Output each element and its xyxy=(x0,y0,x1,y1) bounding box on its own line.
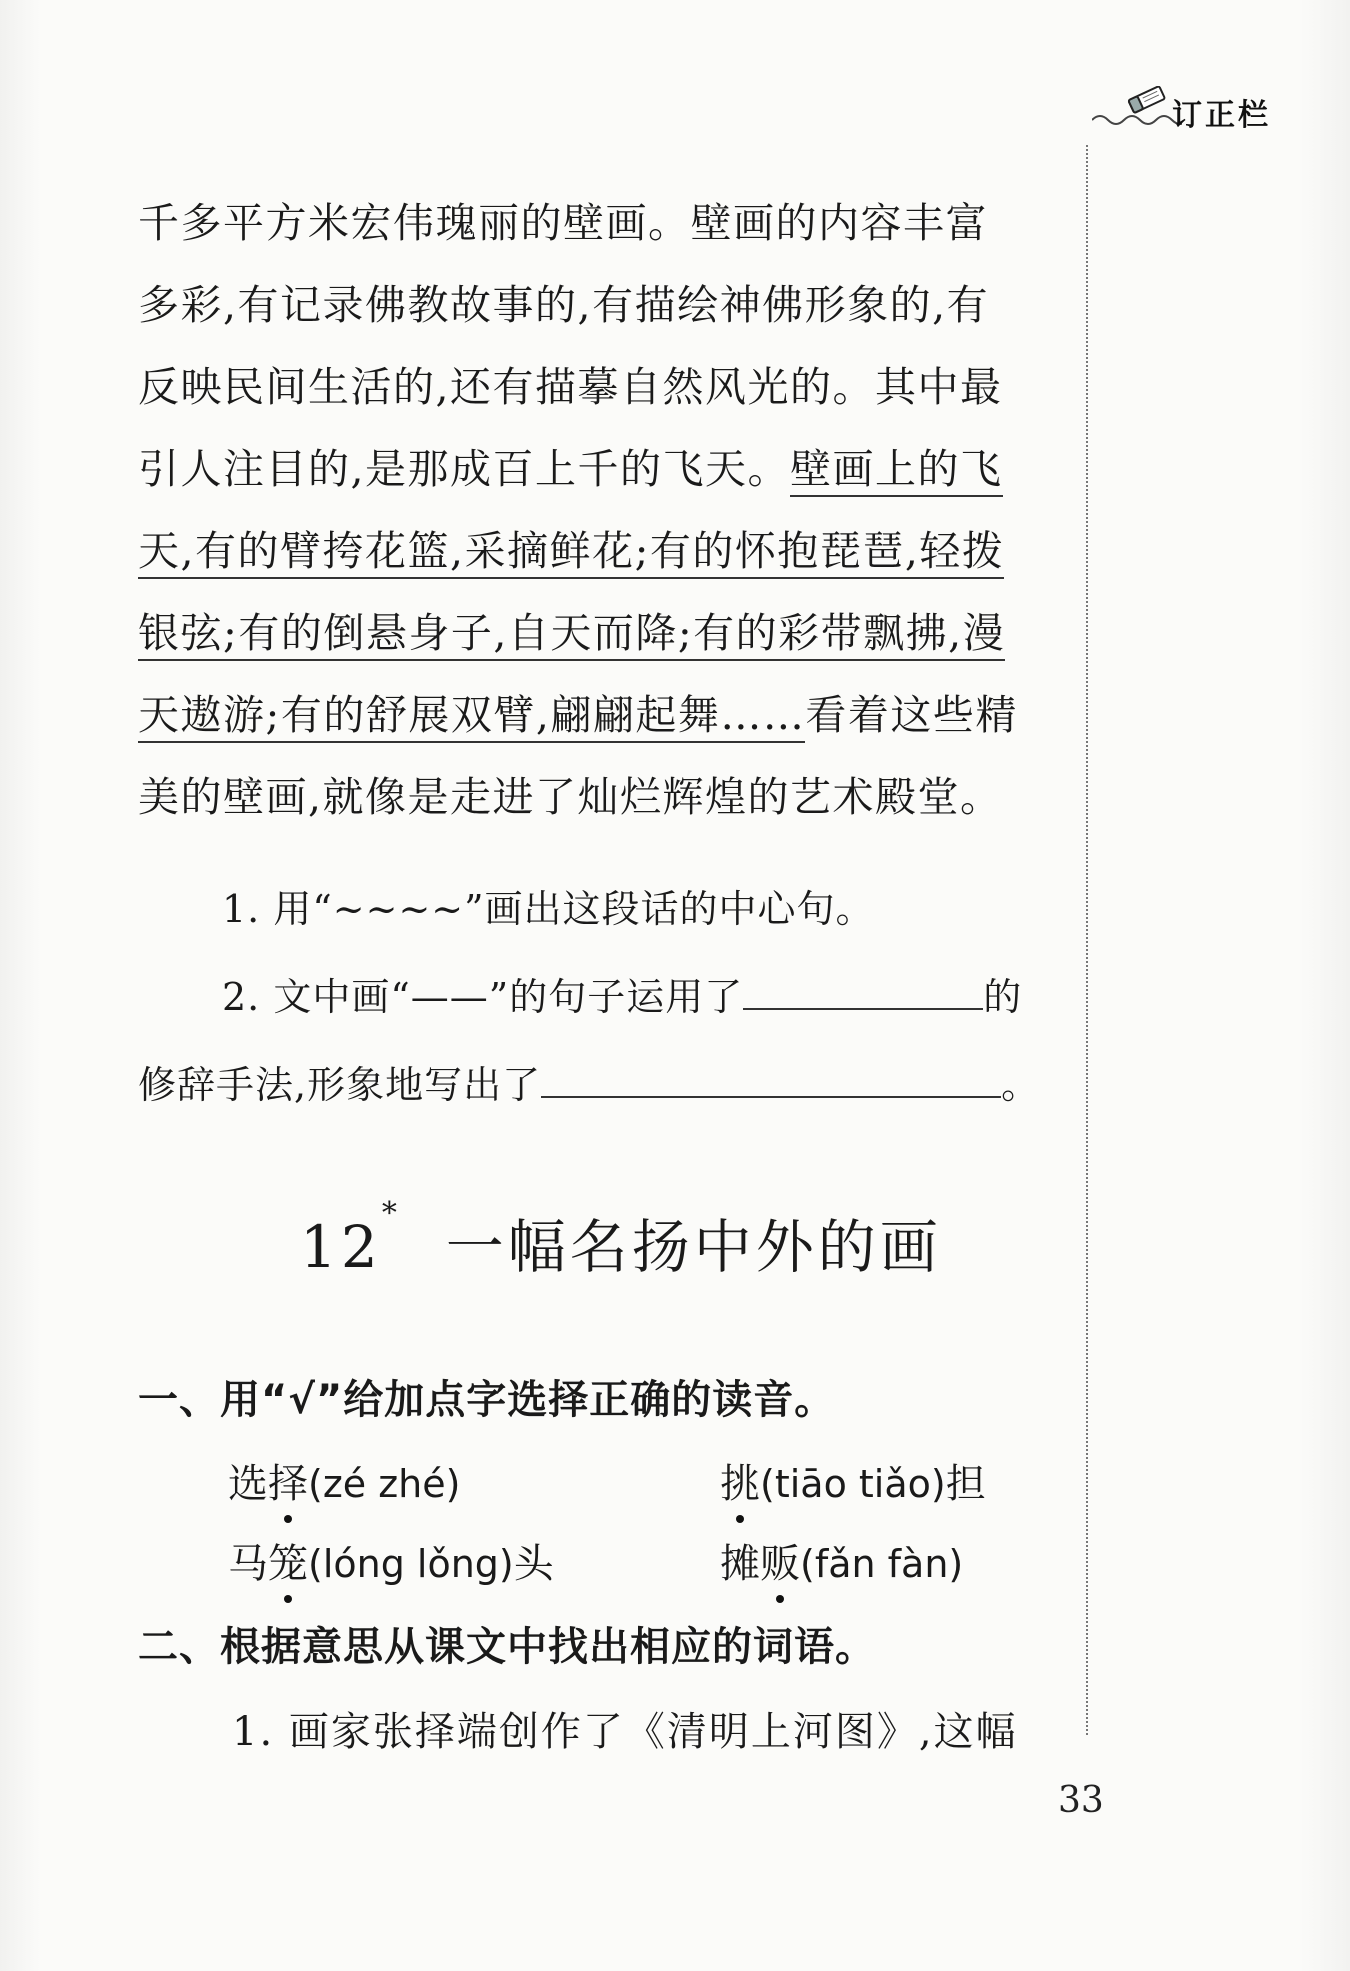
passage-line: 反映民间生活的,还有描摹自然风光的。其中最 xyxy=(138,363,1003,411)
dotted-character: 笼 xyxy=(268,1532,308,1589)
pinyin-options[interactable]: (tiāo tiǎo) xyxy=(760,1462,946,1506)
underlined-sentence: 天,有的臂挎花篮,采摘鲜花;有的怀抱琵琶,轻拨 xyxy=(138,527,1004,579)
eraser-icon xyxy=(1126,86,1170,114)
dotted-character: 贩 xyxy=(760,1532,800,1589)
pinyin-choice-item: 选择(zé zhé) xyxy=(228,1452,460,1509)
pinyin-options[interactable]: (fǎn fàn) xyxy=(800,1542,964,1586)
pinyin-options[interactable]: (lóng lǒng) xyxy=(308,1542,514,1586)
underlined-sentence: 天遨游;有的舒展双臂,翩翩起舞…… xyxy=(138,691,805,743)
passage-line xyxy=(138,518,1004,577)
passage-line xyxy=(138,600,1005,659)
section-1-heading: 一、用“√”给加点字选择正确的读音。 xyxy=(138,1377,836,1423)
correction-column-divider xyxy=(1086,145,1088,1735)
passage-line: 千多平方米宏伟瑰丽的壁画。壁画的内容丰富 xyxy=(138,199,988,247)
lesson-title: 12* 一幅名扬中外的画 xyxy=(300,1196,942,1281)
correction-column-header xyxy=(1092,78,1322,138)
answer-blank[interactable] xyxy=(541,1066,1001,1098)
underlined-sentence: 壁画上的飞 xyxy=(790,445,1003,497)
passage-line: 引人注目的,是那成百上千的飞天。壁画上的飞 xyxy=(138,436,1003,495)
dotted-character: 挑 xyxy=(720,1452,760,1509)
correction-column-label: 订正栏 xyxy=(1172,98,1271,133)
pinyin-choice-item: 挑(tiāo tiǎo)担 xyxy=(720,1452,986,1509)
wave-decoration xyxy=(1092,112,1182,128)
question-2-continued: 修辞手法,形象地写出了 。 xyxy=(138,1063,1041,1107)
passage-line: 天遨游;有的舒展双臂,翩翩起舞……看着这些精 xyxy=(138,682,1018,741)
question-1: 1. 用“~~~~”画出这段话的中心句。 xyxy=(222,887,875,931)
pinyin-choice-item: 马笼(lóng lǒng)头 xyxy=(228,1532,554,1589)
dotted-character: 择 xyxy=(268,1452,308,1509)
passage-line: 美的壁画,就像是走进了灿烂辉煌的艺术殿堂。 xyxy=(138,773,1003,821)
passage-line: 多彩,有记录佛教故事的,有描绘神佛形象的,有 xyxy=(138,281,990,329)
pinyin-options[interactable]: (zé zhé) xyxy=(308,1462,461,1506)
section-2-question-1: 1. 画家张择端创作了《清明上河图》,这幅 xyxy=(232,1709,1018,1755)
underlined-sentence: 银弦;有的倒悬身子,自天而降;有的彩带飘拂,漫 xyxy=(138,609,1005,661)
question-2: 2. 文中画“——”的句子运用了 的 xyxy=(222,975,1023,1019)
answer-blank[interactable] xyxy=(743,978,983,1010)
page-number: 33 xyxy=(1058,1780,1104,1821)
pinyin-choice-item: 摊贩(fǎn fàn) xyxy=(720,1532,963,1589)
section-2-heading: 二、根据意思从课文中找出相应的词语。 xyxy=(138,1624,876,1670)
